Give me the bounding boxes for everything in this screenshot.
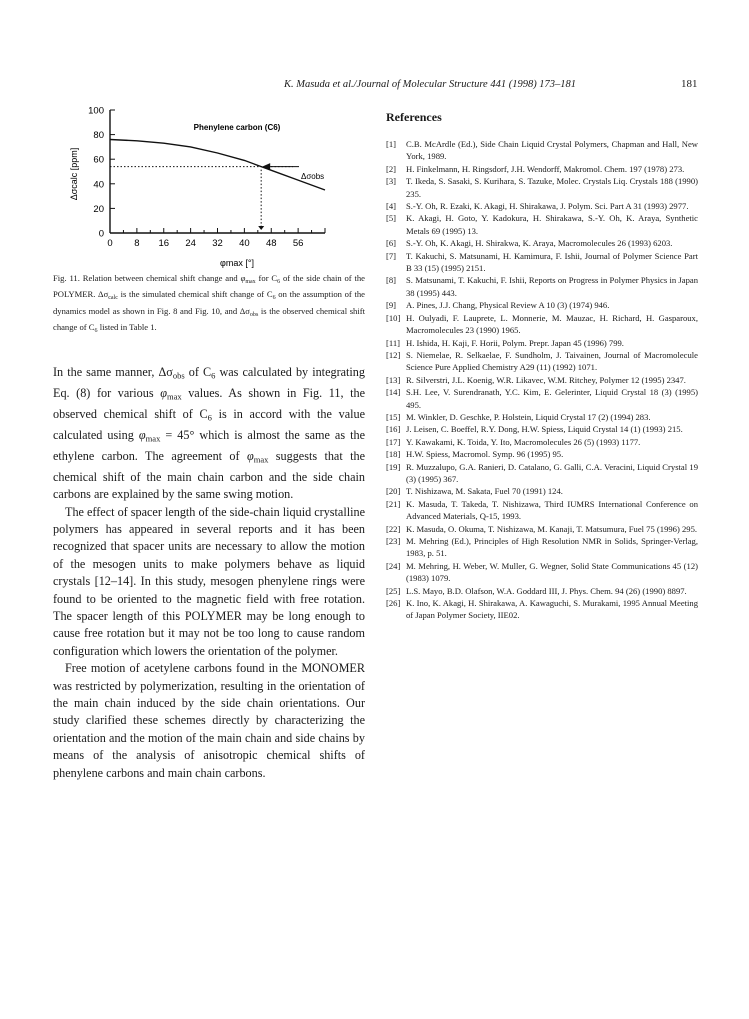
reference-number: [22] [386, 523, 401, 534]
observed-down-arrow [258, 226, 264, 230]
x-axis-label: φmax [°] [220, 258, 254, 268]
y-tick-label: 60 [93, 154, 104, 166]
reference-item [386, 411, 698, 423]
reference-text: S. Niemelae, R. Selkaelae, F. Sundholm, J. Taivainen, Journal of Macromolecule Science Pure Applied Chemistry A29 (11) (1992) 1071. [406, 349, 698, 373]
x-tick-label: 32 [212, 238, 223, 249]
x-tick-label: 40 [239, 238, 250, 249]
reference-text: H. Ishida, H. Kaji, F. Horii, Polym. Prepr. Japan 45 (1996) 799. [406, 337, 624, 348]
reference-item [386, 585, 698, 597]
reference-text: T. Ikeda, S. Sasaki, S. Kurihara, S. Tazuke, Molec. Crystals Liq. Crystals 188 (1990) 235. [406, 176, 698, 199]
reference-text: C.B. McArdle (Ed.), Side Chain Liquid Crystal Polymers, Chapman and Hall, New York, 1989. [406, 139, 698, 162]
reference-text: M. Mehring (Ed.), Principles of High Resolution NMR in Solids, Springer-Verlag, 1983, p. 51. [406, 536, 698, 559]
reference-item [386, 274, 698, 299]
reference-number: [9] [386, 300, 397, 311]
reference-number: [6] [386, 238, 397, 249]
reference-number: [8] [386, 275, 397, 286]
reference-number: [26] [386, 598, 401, 609]
body-paragraph-2: The effect of spacer length of the side-chain liquid crystalline polymers has appeared in several reports and it has been recognized that spacer units are necessary to allow the motion of the mesogen units to make polymers behave as liquid crystals [12–14]. In this study, mesogen phenylene rings were found to be oriented to the magnetic field with free rotation. The spacer length of this POLYMER may be long enough to cause free rotation but it may not be too long to cause random configuration which lowers the orientation of the polymer. [53, 504, 365, 658]
reference-item [386, 485, 698, 497]
reference-item [386, 597, 698, 622]
reference-number: [11] [386, 337, 400, 348]
reference-text: R. Muzzalupo, G.A. Ranieri, D. Catalano, G. Galli, C.A. Veracini, Liquid Crystal 19 (3) (1995) 367. [406, 461, 698, 484]
references-heading: References [386, 110, 442, 124]
chart-title: Phenylene carbon (C6) [193, 123, 281, 132]
reference-item [386, 560, 698, 585]
reference-text: T. Kakuchi, S. Matsunami, H. Kamimura, F. Ishii, Journal of Polymer Science Part B 33 (15) (1995) 2151. [406, 250, 698, 274]
y-tick-label: 0 [98, 228, 104, 240]
reference-item [386, 200, 698, 212]
x-tick-label: 24 [185, 238, 196, 249]
reference-item [386, 163, 698, 175]
reference-item [386, 523, 698, 535]
reference-number: [18] [386, 449, 401, 460]
chart-svg [55, 100, 365, 270]
y-tick-label: 20 [93, 203, 104, 215]
reference-text: A. Pines, J.J. Chang, Physical Review A 10 (3) (1974) 946. [406, 300, 610, 311]
observed-shift-label: Δσobs [301, 172, 325, 181]
figure-caption: Fig. 11. Relation between chemical shift change and $\varphi_{max}$ for $C_6$ of the side chain of the POLYMER. $\Delta\sigma_{calc}$ is the simulated chemical shift change of $C_6$ on the assumption of the dynamics model as shown in Fig. 8 and Fig. 10, and $\Delta\sigma_{obs}$ is the observed chemical shift change of $C_6$ listed in Table 1. [53, 273, 365, 334]
reference-text: K. Ino, K. Akagi, H. Shirakawa, A. Kawaguchi, S. Murakami, 1995 Annual Meeting of Japan Polymer Society, IIE02. [406, 598, 698, 621]
reference-number: [5] [386, 213, 397, 224]
reference-item [386, 138, 698, 163]
reference-text: J. Leisen, C. Boeffel, R.Y. Dong, H.W. Spiess, Liquid Crystal 14 (1) (1993) 215. [406, 424, 683, 435]
reference-number: [21] [386, 498, 401, 509]
reference-text: S.-Y. Oh, K. Akagi, H. Shirakwa, K. Araya, Macromolecules 26 (1993) 6203. [406, 238, 673, 249]
x-tick-label: 16 [158, 238, 170, 249]
reference-item [386, 498, 698, 523]
reference-number: [4] [386, 201, 397, 212]
reference-number: [2] [386, 163, 397, 174]
x-tick-label: 8 [134, 238, 140, 249]
reference-number: [20] [386, 486, 401, 497]
reference-text: H. Finkelmann, H. Ringsdorf, J.H. Wendorff, Makromol. Chem. 197 (1978) 273. [406, 163, 685, 174]
reference-item [386, 461, 698, 486]
reference-item [386, 250, 698, 275]
page-number: 181 [681, 78, 698, 90]
reference-number: [19] [386, 461, 401, 472]
reference-text: M. Winkler, D. Geschke, P. Holstein, Liquid Crystal 17 (2) (1994) 283. [406, 411, 651, 422]
reference-text: S.H. Lee, V. Surendranath, Y.C. Kim, E. Gelerinter, Liquid Crystal 18 (3) (1995) 495. [406, 387, 698, 410]
x-tick-label: 0 [107, 238, 113, 249]
running-head: K. Masuda et al./Journal of Molecular Structure 441 (1998) 173–181 [283, 79, 577, 90]
body-paragraph-3: Free motion of acetylene carbons found in the MONOMER was restricted by polymerization, resulting in the orientation of the main chain induced by the side chain orientations. Our study clarified these schemes directly by characterizing the orientation and the motion of the main chain and side chains by means of the analysis of anisotropic chemical shifts of phenylene carbons and main chain carbons. [53, 661, 365, 780]
references-list [386, 138, 698, 622]
reference-text: K. Masuda, T. Takeda, T. Nishizawa, Third IUMRS International Conference on Advanced Materials, Q-15, 1993. [406, 498, 698, 522]
reference-number: [14] [386, 387, 401, 398]
x-tick-label: 48 [265, 238, 277, 249]
reference-number: [3] [386, 176, 397, 187]
reference-text: H. Oulyadi, F. Lauprete, L. Monnerie, M. Mauzac, H. Richard, H. Gasparoux, Macromolecules 23 (1990) 1965. [406, 312, 698, 336]
reference-number: [23] [386, 536, 401, 546]
reference-text: K. Masuda, O. Okuma, T. Nishizawa, M. Kanaji, T. Matsumura, Fuel 75 (1996) 295. [406, 523, 698, 534]
reference-text: L.S. Mayo, B.D. Olafson, W.A. Goddard III, J. Phys. Chem. 94 (26) (1990) 8897. [406, 585, 687, 596]
reference-number: [13] [386, 374, 401, 385]
reference-text: R. Silverstri, J.L. Koenig, W.R. Likavec, W.M. Ritchey, Polymer 12 (1995) 2347. [406, 374, 686, 385]
reference-number: [1] [386, 139, 397, 149]
figure-11 [55, 100, 365, 270]
reference-item [386, 423, 698, 435]
reference-text: H.W. Spiess, Macromol. Symp. 96 (1995) 95. [406, 449, 564, 460]
x-tick-label: 56 [292, 238, 304, 249]
reference-text: K. Akagi, H. Goto, Y. Kadokura, H. Shirakawa, S.-Y. Oh, K. Araya, Synthetic Metals 69 (1995) 13. [406, 213, 698, 236]
reference-number: [15] [386, 411, 401, 422]
reference-item [386, 237, 698, 249]
reference-number: [24] [386, 560, 401, 571]
reference-text: M. Mehring, H. Weber, W. Muller, G. Wegner, Solid State Communications 45 (12) (1983) 1079. [406, 560, 698, 584]
reference-number: [7] [386, 250, 397, 261]
reference-number: [25] [386, 585, 401, 596]
reference-text: T. Nishizawa, M. Sakata, Fuel 70 (1991) 124. [406, 486, 563, 497]
reference-item [386, 374, 698, 386]
reference-item [386, 337, 698, 349]
reference-item [386, 535, 698, 560]
reference-item [386, 448, 698, 460]
reference-item [386, 312, 698, 337]
y-tick-label: 100 [88, 105, 104, 117]
reference-number: [12] [386, 349, 401, 360]
reference-number: [16] [386, 424, 401, 435]
reference-item [386, 349, 698, 374]
y-axis-label: Δσcalc [ppm] [69, 147, 79, 201]
reference-text: S. Matsunami, T. Kakuchi, F. Ishii, Reports on Progress in Polymer Physics in Japan 38 (1995) 443. [406, 275, 698, 298]
reference-item [386, 386, 698, 411]
y-tick-label: 80 [93, 130, 104, 142]
reference-number: [10] [386, 312, 401, 323]
reference-text: Y. Kawakami, K. Toida, Y. Ito, Macromolecules 26 (5) (1993) 1177. [406, 436, 641, 447]
body-paragraph-1: In the same manner, $\Delta\sigma_{obs}$ of $C_6$ was calculated by integrating Eq. (8) for various $\varphi_{max}$ values. As shown in Fig. 11, the observed chemical shift of $C_6$ is in accord with the value calculated using $\varphi_{max} = 45^\circ$ which is almost the same as the ethylene carbon. The agreement of $\varphi_{max}$ suggests that the chemical shift of the main chain carbon and the side chain carbons are explained by the same swing motion. [53, 365, 365, 502]
reference-item [386, 212, 698, 237]
series-line [110, 140, 325, 191]
reference-text: S.-Y. Oh, R. Ezaki, K. Akagi, H. Shirakawa, J. Polym. Sci. Part A 31 (1993) 2977. [406, 201, 689, 212]
reference-number: [17] [386, 436, 401, 447]
reference-item [386, 299, 698, 311]
y-tick-label: 40 [93, 179, 104, 191]
reference-item [386, 175, 698, 200]
body-text [53, 364, 365, 782]
reference-item [386, 436, 698, 448]
